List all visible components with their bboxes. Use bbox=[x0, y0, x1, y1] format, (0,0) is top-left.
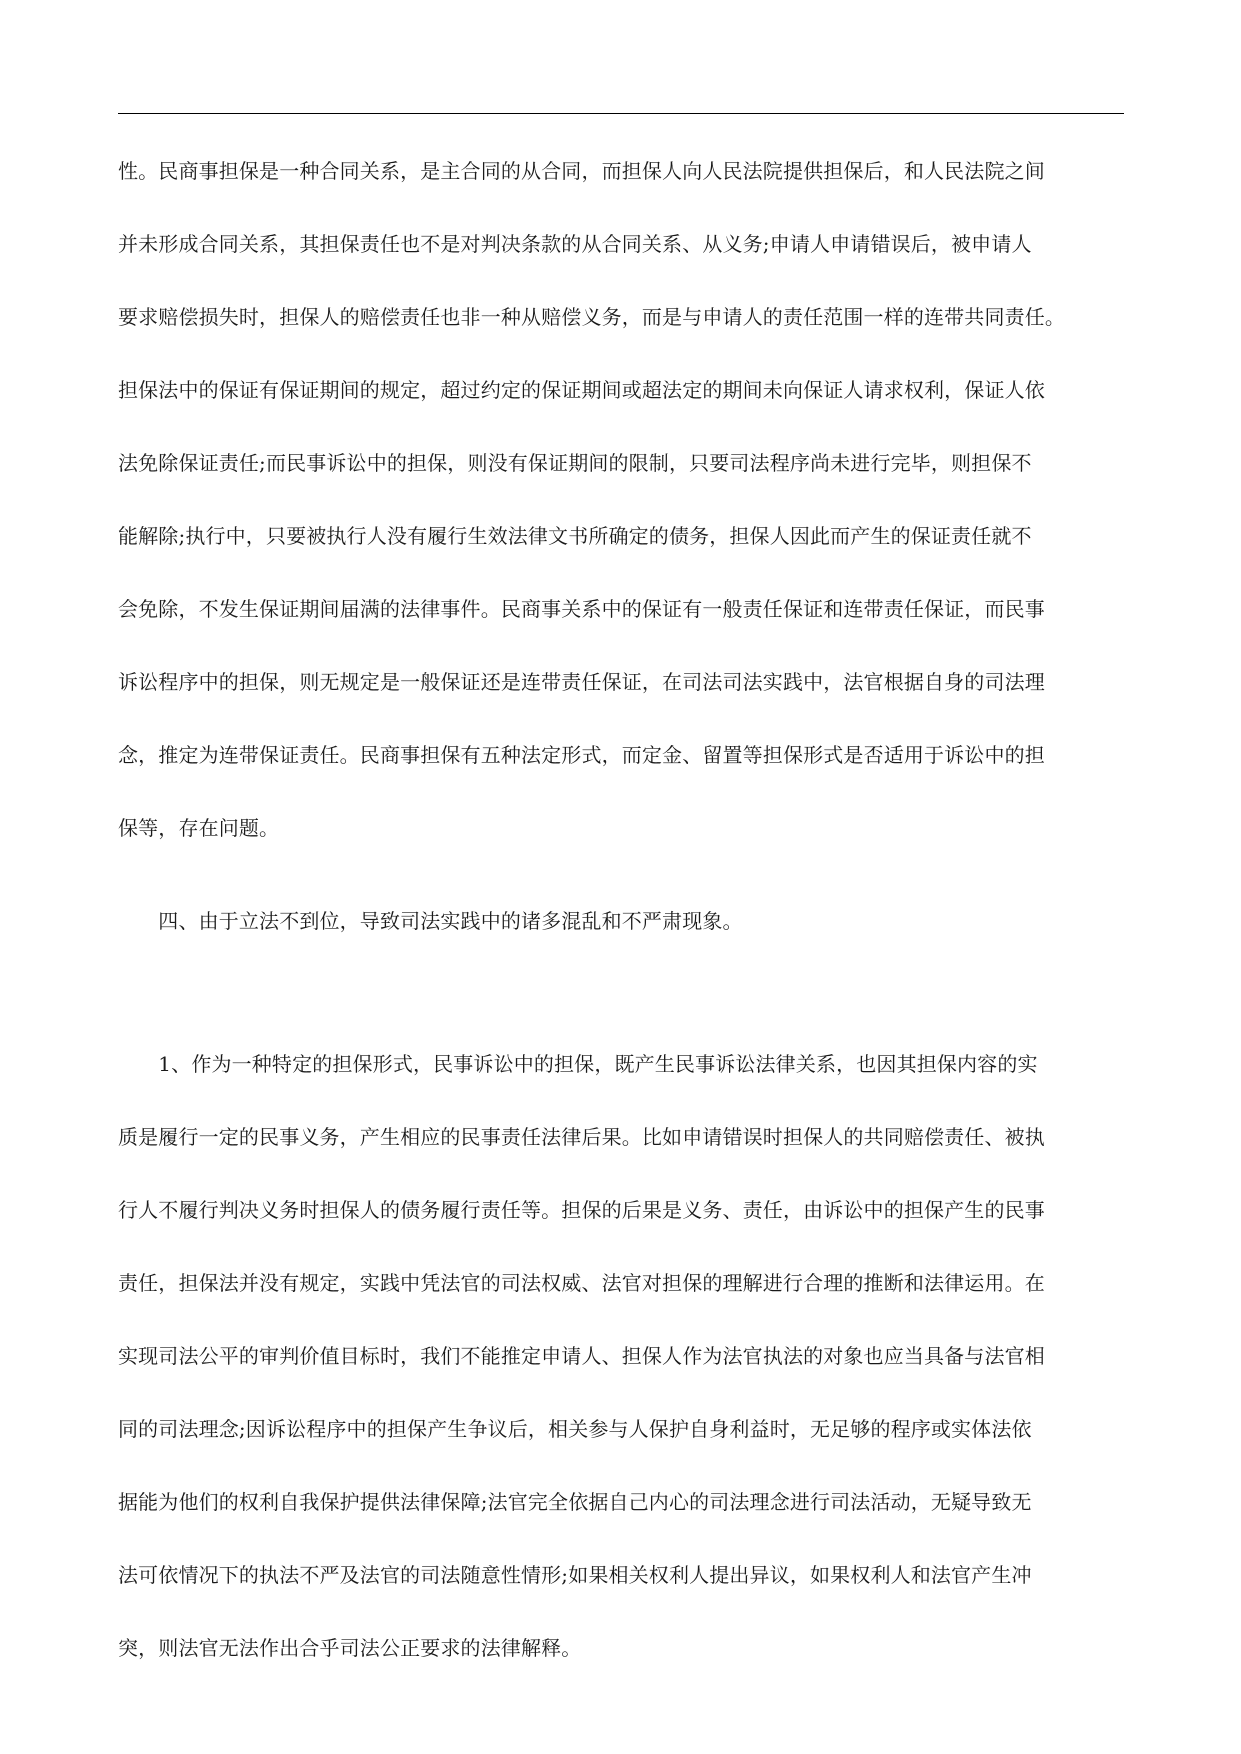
text-line: 行人不履行判决义务时担保人的债务履行责任等。担保的后果是义务、责任，由诉讼中的担保产生的民事 bbox=[118, 1198, 1045, 1222]
text-line: 会免除，不发生保证期间届满的法律事件。民商事关系中的保证有一般责任保证和连带责任保证，而民事 bbox=[118, 597, 1045, 621]
text-line: 据能为他们的权利自我保护提供法律保障;法官完全依据自己内心的司法理念进行司法活动，无疑导致无 bbox=[118, 1490, 1032, 1514]
text-line: 实现司法公平的审判价值目标时，我们不能推定申请人、担保人作为法官执法的对象也应当具备与法官相 bbox=[118, 1344, 1045, 1368]
text-line: 能解除;执行中，只要被执行人没有履行生效法律文书所确定的债务，担保人因此而产生的保证责任就不 bbox=[118, 524, 1032, 548]
text-line: 诉讼程序中的担保，则无规定是一般保证还是连带责任保证，在司法司法实践中，法官根据自身的司法理 bbox=[118, 670, 1045, 694]
text-line: 质是履行一定的民事义务，产生相应的民事责任法律后果。比如申请错误时担保人的共同赔偿责任、被执 bbox=[118, 1125, 1045, 1149]
text-line: 法可依情况下的执法不严及法官的司法随意性情形;如果相关权利人提出异议，如果权利人和法官产生冲 bbox=[118, 1563, 1032, 1587]
text-line: 四、由于立法不到位，导致司法实践中的诸多混乱和不严肃现象。 bbox=[118, 909, 743, 933]
paragraph-guarantee-nature bbox=[118, 135, 1124, 865]
text-line: 并未形成合同关系，其担保责任也不是对判决条款的从合同关系、从义务;申请人申请错误后，被申请人 bbox=[118, 232, 1032, 256]
text-line: 念，推定为连带保证责任。民商事担保有五种法定形式，而定金、留置等担保形式是否适用于诉讼中的担 bbox=[118, 743, 1045, 767]
section-heading-four bbox=[118, 885, 1124, 958]
text-line: 担保法中的保证有保证期间的规定，超过约定的保证期间或超法定的期间未向保证人请求权利，保证人依 bbox=[118, 378, 1045, 402]
text-line: 法免除保证责任;而民事诉讼中的担保，则没有保证期间的限制，只要司法程序尚未进行完毕，则担保不 bbox=[118, 451, 1032, 475]
text-line: 突，则法官无法作出合乎司法公正要求的法律解释。 bbox=[118, 1636, 582, 1660]
text-line: 性。民商事担保是一种合同关系，是主合同的从合同，而担保人向人民法院提供担保后，和人民法院之间 bbox=[118, 159, 1045, 183]
text-line: 1、作为一种特定的担保形式，民事诉讼中的担保，既产生民事诉讼法律关系，也因其担保内容的实 bbox=[118, 1052, 1038, 1076]
text-line: 要求赔偿损失时，担保人的赔偿责任也非一种从赔偿义务，而是与申请人的责任范围一样的连带共同责任。 bbox=[118, 305, 1066, 329]
text-line: 同的司法理念;因诉讼程序中的担保产生争议后，相关参与人保护自身利益时，无足够的程序或实体法依 bbox=[118, 1417, 1032, 1441]
text-line: 保等，存在问题。 bbox=[118, 816, 280, 840]
paragraph-point-one bbox=[118, 1028, 1124, 1685]
header-rule bbox=[118, 113, 1124, 114]
text-line: 责任，担保法并没有规定，实践中凭法官的司法权威、法官对担保的理解进行合理的推断和法律运用。在 bbox=[118, 1271, 1045, 1295]
